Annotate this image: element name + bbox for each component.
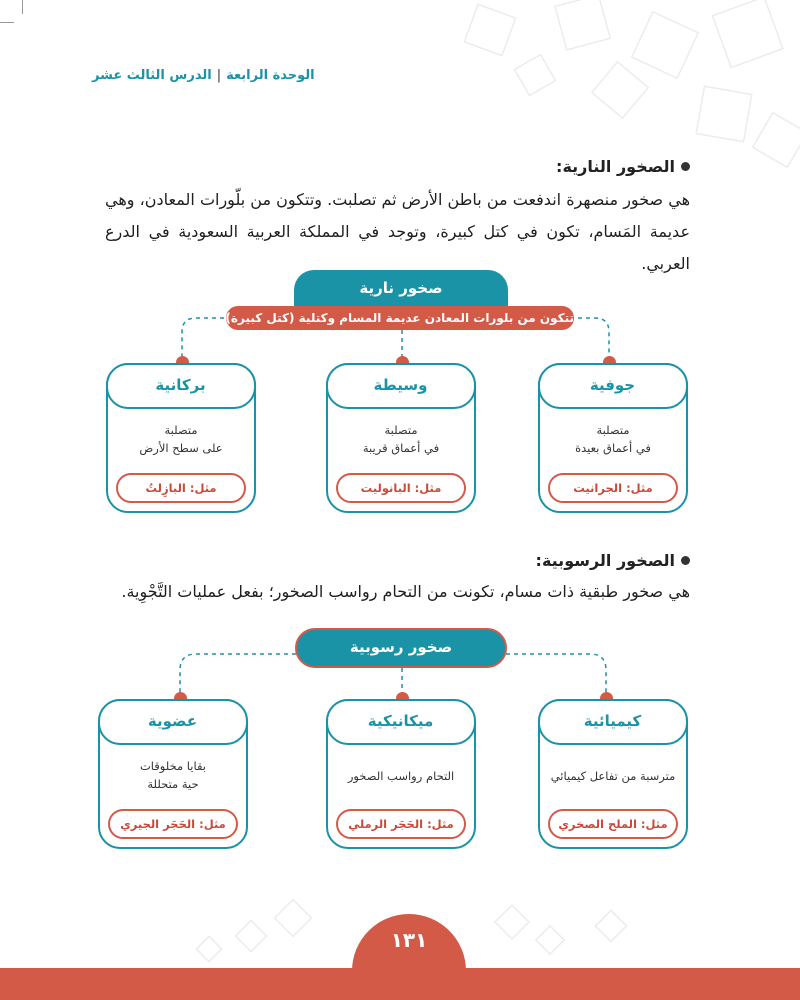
card-example: مثل: الحَجَر الجيري bbox=[108, 809, 238, 839]
lesson-label: الدرس الثالث عشر bbox=[92, 68, 212, 83]
card-line: متصلبة bbox=[384, 423, 418, 437]
igneous-description-pill: تتكون من بلورات المعادن عديمة المسام وكتلية (كتل كبيرة) bbox=[226, 306, 574, 330]
card-title: جوفية bbox=[538, 363, 688, 409]
igneous-paragraph: هي صخور منصهرة اندفعت من باطن الأرض ثم تصلبت. وتتكون من بلّورات المعادن، وهي عديمة المَسام، تكون في كتل كبيرة، وتوجد في المملكة العربية السعودية في الدرع العربي. bbox=[105, 190, 690, 273]
card-description bbox=[328, 421, 474, 457]
card-organic bbox=[98, 699, 248, 849]
card-description bbox=[540, 421, 686, 457]
card-line: متصلبة bbox=[596, 423, 630, 437]
igneous-diagram-title: صخور نارية bbox=[294, 270, 508, 308]
card-description bbox=[108, 421, 254, 457]
card-example: مثل: الحَجَر الرملي bbox=[336, 809, 466, 839]
card-title: عضوية bbox=[98, 699, 248, 745]
card-example: مثل: البانوليت bbox=[336, 473, 466, 503]
sedimentary-diagram-title: صخور رسوبية bbox=[295, 628, 507, 668]
card-line: على سطح الأرض bbox=[139, 441, 223, 455]
card-hypabyssal bbox=[326, 363, 476, 513]
card-title: بركانية bbox=[106, 363, 256, 409]
sedimentary-paragraph: هي صخور طبقية ذات مسام، تكونت من التحام رواسب الصخور؛ بفعل عمليات التَّجْوِية. bbox=[121, 582, 690, 601]
card-line: في أعماق قريبة bbox=[362, 441, 440, 455]
card-title: ميكانيكية bbox=[326, 699, 476, 745]
card-example: مثل: البازِلتُ bbox=[116, 473, 246, 503]
card-line: في أعماق بعيدة bbox=[575, 441, 651, 455]
card-line: متصلبة bbox=[164, 423, 198, 437]
breadcrumb-separator: | bbox=[216, 68, 222, 83]
card-title: وسيطة bbox=[326, 363, 476, 409]
card-volcanic bbox=[106, 363, 256, 513]
card-plutonic bbox=[538, 363, 688, 513]
igneous-heading-text: الصخور النارية: bbox=[556, 157, 675, 176]
unit-label: الوحدة الرابعة bbox=[226, 68, 315, 83]
card-example: مثل: الملح الصخري bbox=[548, 809, 678, 839]
card-description bbox=[100, 757, 246, 793]
sedimentary-heading bbox=[536, 551, 690, 570]
card-line: التحام رواسب الصخور bbox=[347, 769, 455, 783]
card-chemical bbox=[538, 699, 688, 849]
sedimentary-heading-text: الصخور الرسوبية: bbox=[535, 551, 675, 570]
card-description bbox=[540, 767, 686, 785]
page-number: ١٣١ bbox=[390, 928, 428, 952]
card-example: مثل: الجرانيت bbox=[548, 473, 678, 503]
card-title: كيميائية bbox=[538, 699, 688, 745]
card-mechanical bbox=[326, 699, 476, 849]
card-description bbox=[328, 767, 474, 785]
card-line: بقايا مخلوقات bbox=[139, 759, 207, 773]
card-line: مترسبة من تفاعل كيميائي bbox=[550, 769, 676, 783]
bullet-icon bbox=[681, 556, 690, 565]
card-line: حية متحللة bbox=[147, 777, 199, 791]
